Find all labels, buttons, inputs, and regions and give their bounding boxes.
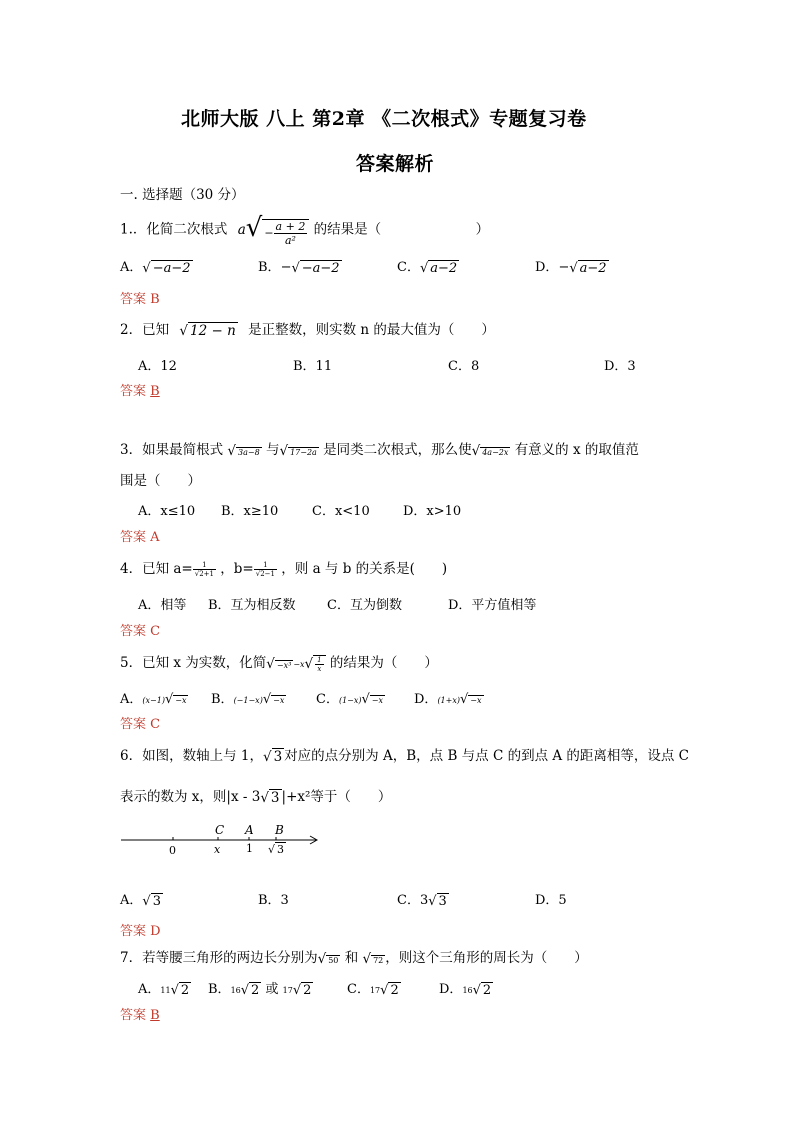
q1-option-d: D．−√ a−2 [535,260,607,276]
q7-answer: 答案 B [120,1008,160,1023]
question-6-line1: 6．如图，数轴上与 1，√ 3 对应的点分别为 A，B，点 B 与点 C 的到点 A 的距离相等，设点 C [120,748,690,765]
q2-option-d: D．3 [604,359,636,374]
question-4: 4．已知 a= $\frac{1}{√2+1}$ ，b= $\frac{1}{√2-1}$ ，则 a 与 b 的关系是( ) [120,561,448,578]
question-1 [120,213,489,247]
question-2: 2．已知 √ 12 − n 是正整数，则实数 n 的最大值为（ ） [120,322,495,339]
q2-option-a: A．12 [138,359,177,374]
question-5: 5．已知 x 为实数，化简√ −x³ −x√ $\frac{1}{x}$ 的结果为（ ） [120,655,438,673]
q1-coef: a [237,221,246,238]
q6-option-d: D．5 [535,893,567,908]
q7-option-b: B．16√ 2 或 17√ 2 [208,982,312,998]
q3-answer: 答案 A [120,530,160,545]
axis-label-x: x [214,843,221,856]
q3-line2: 围是（ ） [120,473,201,489]
q1-answer: 答案 B [120,292,160,307]
q2-option-b: B．11 [293,359,333,374]
q1-suffix: 的结果是（ ） [313,221,490,238]
axis-point-c: C [215,823,225,837]
axis-point-b: B [275,823,284,837]
q4-option-d: D．平方值相等 [448,598,537,613]
q4-option-b: B．互为相反数 [208,598,296,613]
q5-answer: 答案 C [120,717,161,732]
q2-radical: √ 12 − n [179,323,236,339]
q5-option-d: D．(1+x)√ −x [414,692,482,707]
q1-frac-den: a² [284,234,296,247]
q7-option-c: C．17√ 2 [347,982,399,998]
axis-point-a: A [245,823,254,837]
q2-answer: 答案 B [120,384,160,399]
q4-option-c: C．互为倒数 [327,598,402,613]
q3-option-b: B．x≥10 [221,504,279,519]
question-6-line2: 表示的数为 x，则|x - 3√ 3 |+x²等于（ ） [120,789,392,806]
q1-option-b: B．−√ −a−2 [258,260,340,276]
q3-option-d: D．x>10 [403,504,462,519]
axis-label-one: 1 [246,842,253,855]
q5-option-a: A．(x−1)√ −x [120,692,187,707]
axis-label-sqrt3: √ 3 [268,843,285,856]
page-title: 北师大版 八上 第2章 《二次根式》专题复习卷 [181,108,587,130]
q6-option-b: B．3 [258,893,289,908]
q1-option-c: C．√ a−2 [397,260,458,276]
q1-prefix: 1.．化简二次根式 [120,221,228,238]
axis-label-zero: 0 [169,844,176,857]
q6-answer: 答案 D [120,924,161,939]
q4-option-a: A．相等 [138,598,187,613]
q5-option-b: B．(−1−x)√ −x [211,692,285,707]
q1-option-a: A．√ −a−2 [120,260,191,276]
q1-frac-num: a + 2 [275,220,306,233]
q7-option-d: D．16√ 2 [439,982,492,998]
q5-option-c: C．(1−x)√ −x [316,692,384,707]
q3-option-c: C．x<10 [312,504,370,519]
page-subtitle: 答案解析 [356,153,435,175]
question-7: 7．若等腰三角形的两边长分别为√ 50 和 √ 72 ，则这个三角形的周长为（ ） [120,950,588,967]
q1-radical: √ − $\frac{a + 2}{\text{a²}}$ [246,213,310,247]
section-heading: 一. 选择题（30 分） [120,187,245,203]
q6-option-a: A．√ 3 [120,893,161,909]
q7-option-a: A．11√ 2 [138,982,190,998]
q3-option-a: A．x≤10 [138,504,196,519]
question-3: 3．如果最简根式 √ 3a−8 与√ 17−2a 是同类二次根式，那么使√ 4a−2x 有意义的 x 的取值范 [120,442,639,459]
q6-option-c: C．3√ 3 [397,893,447,909]
q4-answer: 答案 C [120,624,161,639]
q2-option-c: C．8 [448,359,480,374]
